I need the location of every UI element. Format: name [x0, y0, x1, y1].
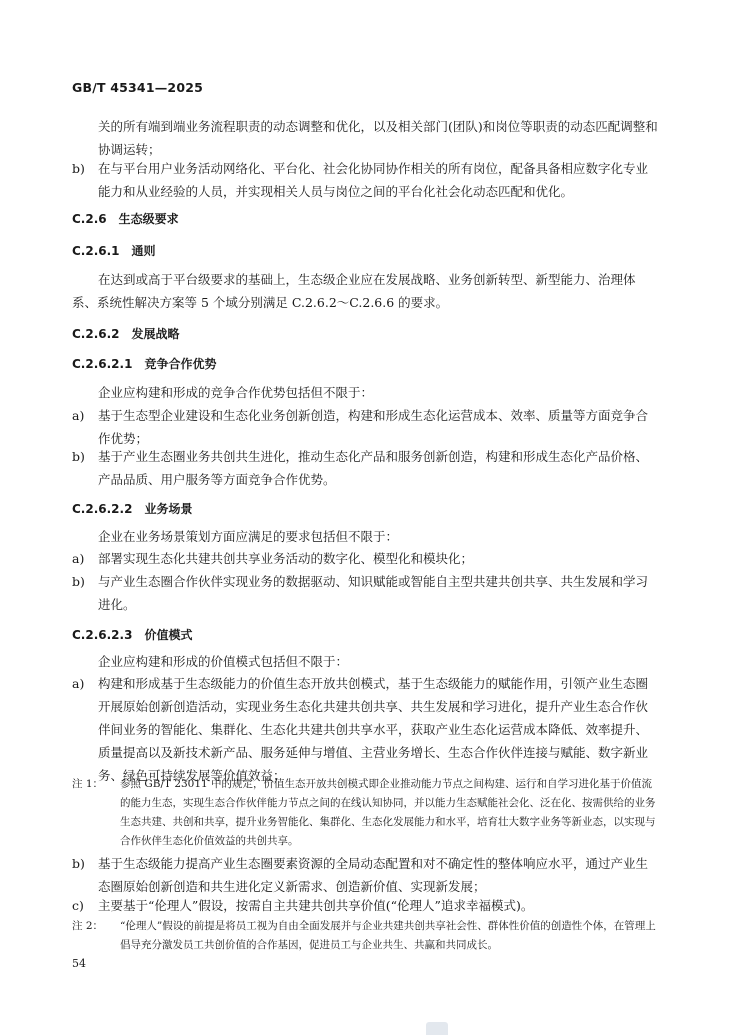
list-item-c2621-b [72, 445, 658, 491]
section-title: 价值模式 [144, 628, 193, 642]
section-number: C.2.6.1 [72, 244, 120, 258]
list-item-b-top [72, 157, 658, 203]
note-marker: 注 2： [72, 920, 104, 932]
list-item-c2622-a [72, 547, 658, 570]
section-heading-c26 [72, 210, 179, 227]
note-text: “伦理人”假设的前提是将员工视为自由全面发展并与企业共建共创共享社会性、群体性价值的创造性个体，在管理上倡导充分激发员工共创价值的合作基因，促进员工与企业共生、共赢和共同成长。 [120, 920, 656, 951]
note-marker: 注 1： [72, 778, 104, 790]
list-item-c2621-a [72, 404, 658, 450]
list-item-c2623-c [72, 894, 658, 917]
section-title: 发展战略 [131, 327, 180, 341]
intro-c2623: 企业应构建和形成的价值模式包括但不限于： [98, 654, 349, 669]
watermark-tab [426, 1022, 448, 1035]
list-item-text: 基于产业生态圈业务共创共生进化，推动生态化产品和服务创新创造，构建和形成生态化产品价格、产品品质、用户服务等方面竞争合作优势。 [98, 449, 649, 487]
section-heading-c2623 [72, 626, 192, 643]
list-item-text: 基于生态级能力提高产业生态圈要素资源的全局动态配置和对不确定性的整体响应水平，通过产业生态圈原始创新创造和共生进化定义新需求、创造新价值、实现新发展； [98, 856, 649, 894]
list-item-text: 基于生态型企业建设和生态化业务创新创造，构建和形成生态化运营成本、效率、质量等方面竞争合作优势； [98, 408, 649, 446]
intro-c2622: 企业在业务场景策划方面应满足的要求包括但不限于： [98, 529, 399, 544]
list-marker: b) [72, 449, 85, 464]
intro-c2621: 企业应构建和形成的竞争合作优势包括但不限于： [98, 385, 374, 400]
list-item-text: 主要基于“伦理人”假设，按需自主共建共创共享价值(“伦理人”追求幸福模式)。 [98, 898, 534, 913]
section-heading-c2622 [72, 500, 192, 517]
page-number: 54 [72, 957, 86, 970]
section-title: 业务场景 [144, 502, 193, 516]
note-text: 参照 GB/T 23011 中的规定，价值生态开放共创模式即企业推动能力节点之间构建、运行和自学习进化基于价值流的能力生态，实现生态合作伙伴能力节点之间的在线认知协同，并以能力生态赋能社会化、泛在化、按需供给的业务生态共建、共创和共享，提升业务智能化、集群化、生态化发展能力和水平，培育壮大数字业务等新业态，以实现与合作伙伴生态化价值效益的共创共享。 [120, 778, 656, 847]
list-item-text: 与产业生态圈合作伙伴实现业务的数据驱动、知识赋能或智能自主型共建共创共享、共生发展和学习进化。 [98, 574, 649, 612]
note-2 [72, 917, 658, 955]
section-title: 通则 [131, 244, 156, 258]
section-number: C.2.6.2.2 [72, 502, 133, 516]
list-marker: b) [72, 574, 85, 589]
list-item-c2622-b [72, 570, 658, 616]
list-item-text: 部署实现生态化共建共创共享业务活动的数字化、模型化和模块化； [98, 551, 474, 566]
section-number: C.2.6.2.1 [72, 357, 133, 371]
list-marker: c) [72, 898, 84, 913]
section-heading-c262 [72, 325, 180, 342]
list-item-c2623-b [72, 852, 658, 898]
section-number: C.2.6.2.3 [72, 628, 133, 642]
section-title: 竞争合作优势 [144, 357, 217, 371]
section-title: 生态级要求 [118, 212, 179, 226]
section-number: C.2.6 [72, 212, 107, 226]
note-1 [72, 775, 658, 851]
list-marker: a) [72, 676, 85, 691]
list-item-text: 构建和形成基于生态级能力的价值生态开放共创模式，基于生态级能力的赋能作用，引领产业生态圈开展原始创新创造活动，实现业务生态化共建共创共享、共生发展和学习进化，提升产业生态合作伙伴间业务的智能化、集群化、生态化共建共创共享水平，获取产业生态化运营成本降低、效率提升、质量提高以及新技术新产品、服务延伸与增值、主营业务增长、生态合作伙伴连接与赋能、数字新业务、绿色可持续发展等价值效益； [98, 676, 649, 783]
document-code-header: GB/T 45341—2025 [72, 80, 204, 95]
list-item-c2623-a [72, 672, 658, 787]
section-number: C.2.6.2 [72, 327, 120, 341]
paragraph-c261: 在达到或高于平台级要求的基础上，生态级企业应在发展战略、业务创新转型、新型能力、治理体系、系统性解决方案等 5 个域分别满足 C.2.6.2～C.2.6.6 的要求。 [72, 272, 636, 310]
list-item-text: 在与平台用户业务活动网络化、平台化、社会化协同协作相关的所有岗位，配备具备相应数字化专业能力和从业经验的人员，并实现相关人员与岗位之间的平台化社会化动态匹配和优化。 [98, 161, 649, 199]
list-marker: a) [72, 408, 85, 423]
list-marker: b) [72, 856, 85, 871]
section-heading-c2621 [72, 355, 216, 372]
list-marker: a) [72, 551, 85, 566]
section-heading-c261 [72, 242, 156, 259]
list-marker: b) [72, 161, 85, 176]
continuation-paragraph: 关的所有端到端业务流程职责的动态调整和优化，以及相关部门(团队)和岗位等职责的动态匹配调整和协调运转； [98, 119, 658, 157]
